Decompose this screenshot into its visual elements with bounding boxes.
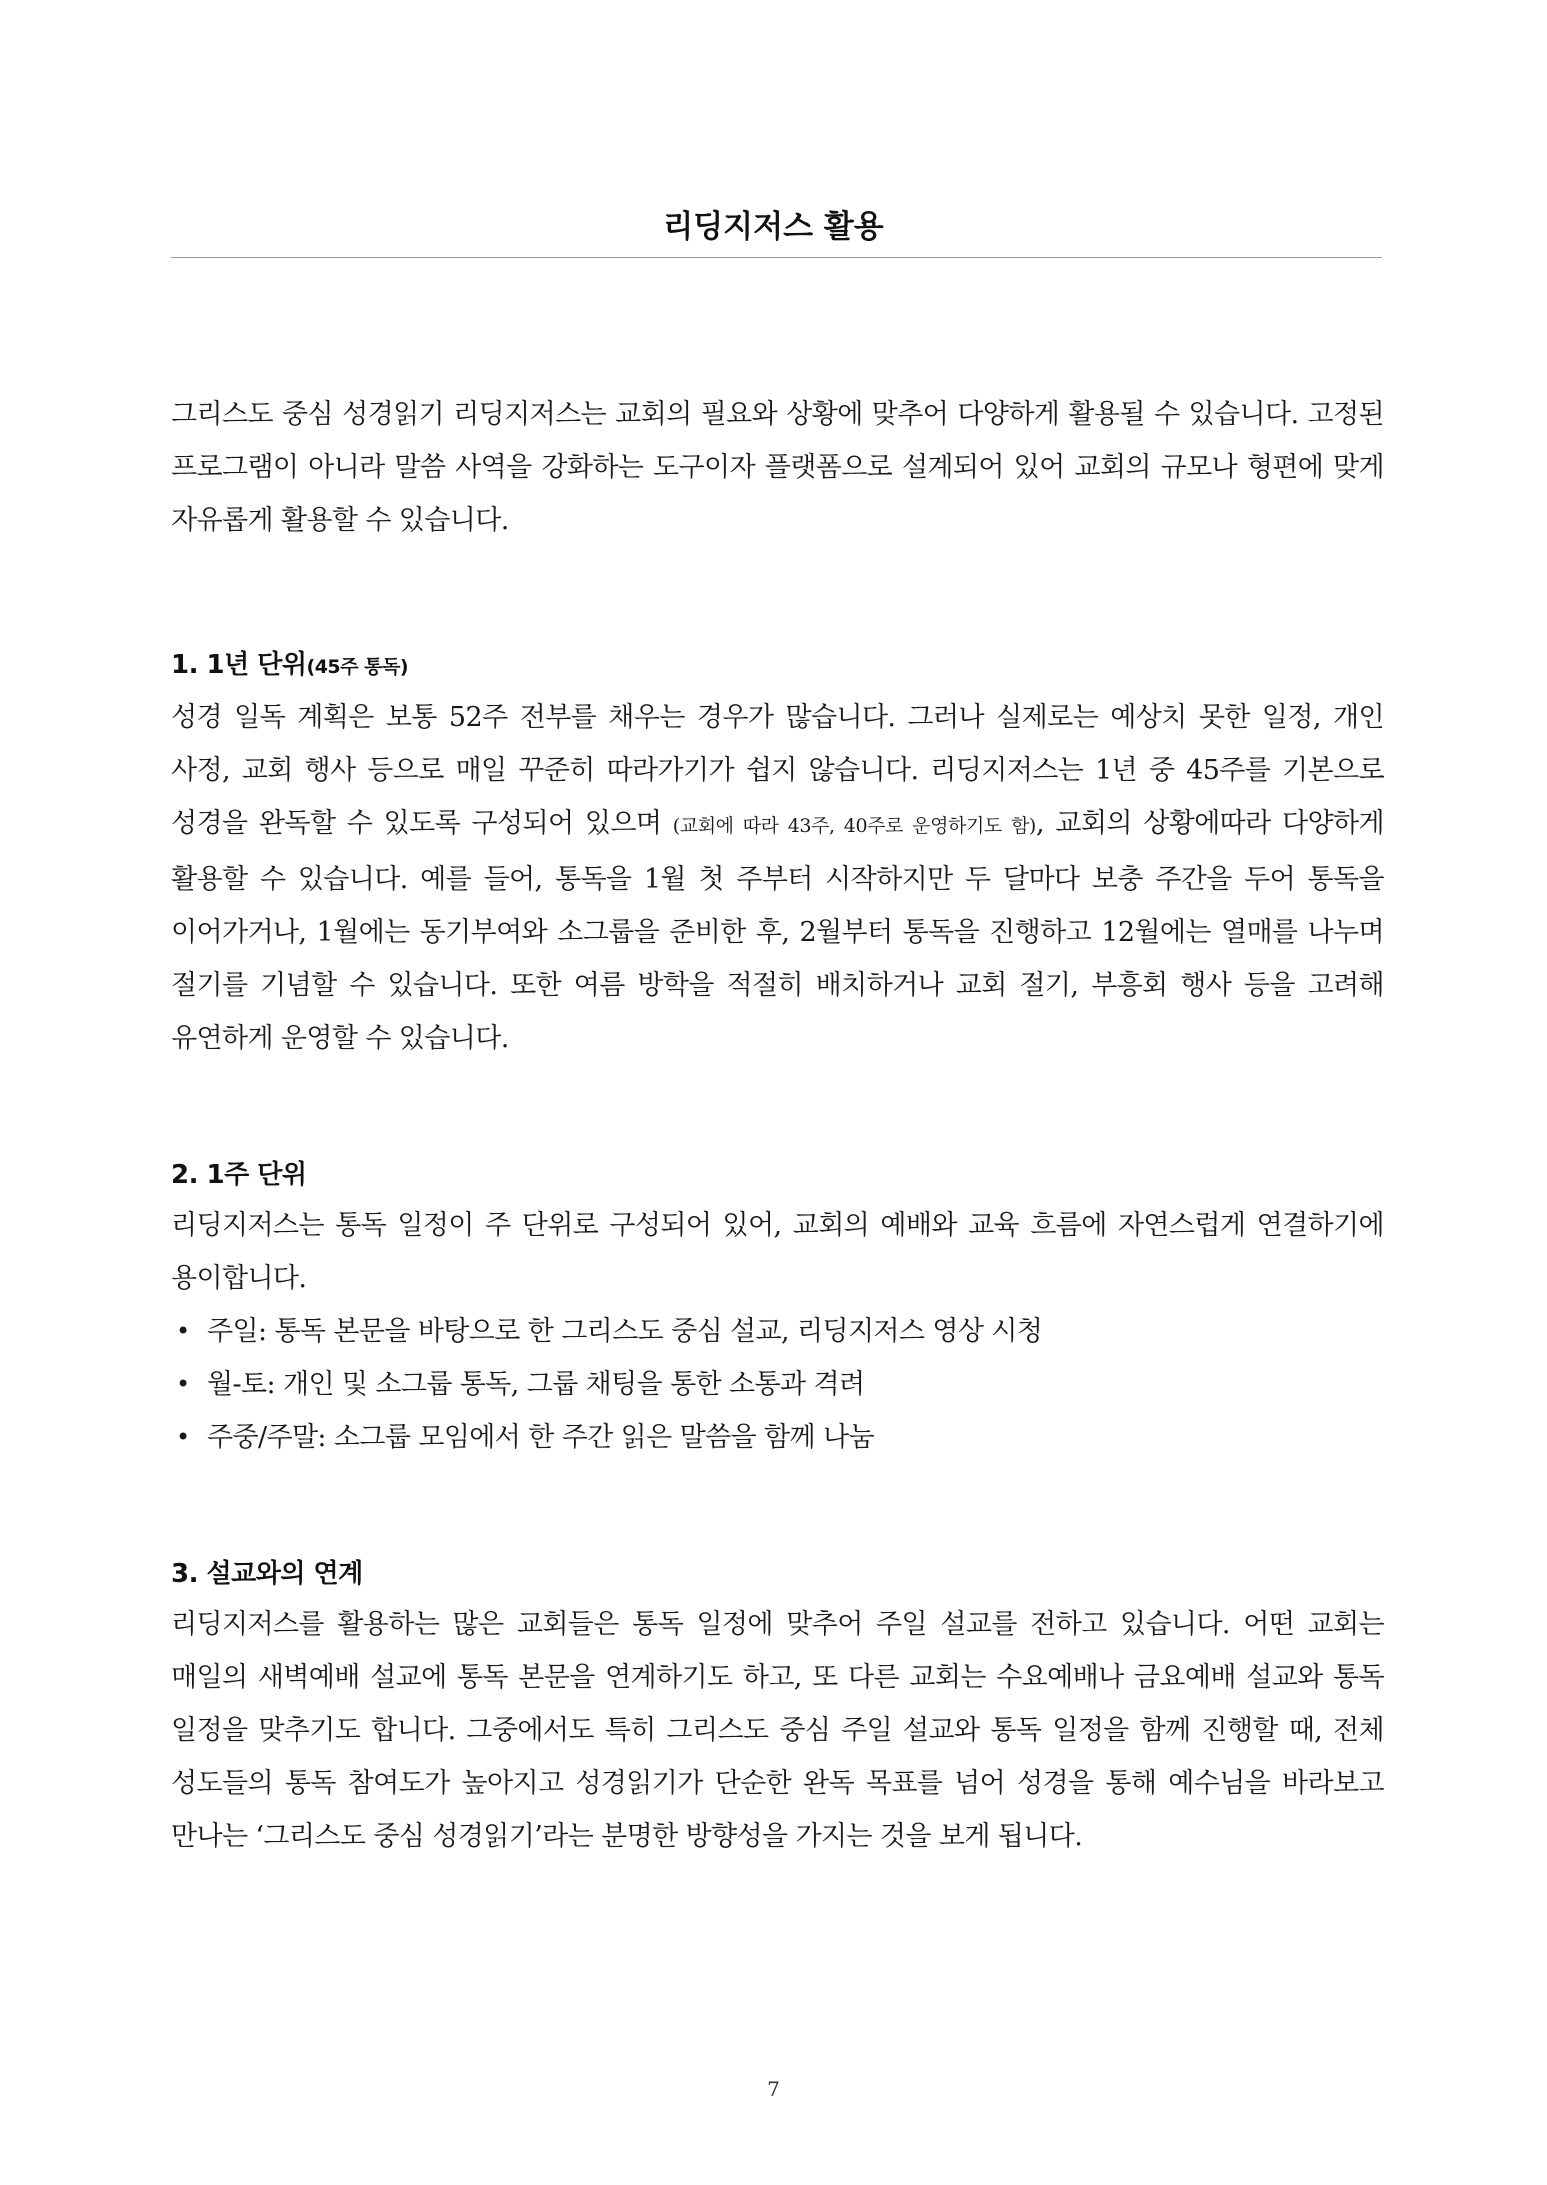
bullet-list	[171, 1305, 1384, 1464]
section-heading	[171, 647, 1384, 685]
bullet-icon: •	[176, 1317, 190, 1345]
section-paragraph: 리딩지저스를 활용하는 많은 교회들은 통독 일정에 맞추어 주일 설교를 전하고 있습니다. 어떤 교회는 매일의 새벽예배 설교에 통독 본문을 연계하기도 하고, 또 다른 교회는 수요예배나 금요예배 설교와 통독 일정을 맞추기도 합니다. 그중에서도 특히 그리스도 중심 주일 설교와 통독 일정을 함께 진행할 때, 전체 성도들의 통독 참여도가 높아지고 성경읽기가 단순한 완독 목표를 넘어 성경을 통해 예수님을 바라보고 만나는 ‘그리스도 중심 성경읽기’라는 분명한 방향성을 가지는 것을 보게 됩니다.	[171, 1609, 1384, 1852]
bullet-icon: •	[176, 1370, 190, 1398]
list-item	[176, 1411, 1384, 1464]
section-weekly-plan	[171, 1157, 1384, 1464]
list-item-text: 주일: 통독 본문을 바탕으로 한 그리스도 중심 설교, 리딩지저스 영상 시청	[207, 1316, 1043, 1347]
bullet-icon: •	[176, 1423, 190, 1451]
section-heading-text: 1. 1년 단위	[171, 650, 307, 680]
title-divider	[171, 257, 1382, 258]
list-item	[176, 1305, 1384, 1358]
section-heading: 2. 1주 단위	[171, 1160, 307, 1190]
page-number: 7	[767, 2077, 780, 2101]
section-heading-note: (45주 통독)	[306, 656, 409, 678]
inline-note: (교회에 따라 43주, 40주로 운영하기도 함)	[672, 815, 1036, 837]
section-annual-plan	[171, 647, 1384, 1065]
page-title: 리딩지저스 활용	[663, 209, 884, 245]
paragraph-text: , 교회의 상황에따라 다양하게 활용할 수 있습니다. 예를 들어, 통독을 1월 첫 주부터 시작하지만 두 달마다 보충 주간을 두어 통독을 이어가거나, 1월에는 동기부여와 소그룹을 준비한 후, 2월부터 통독을 진행하고 12월에는 열매를 나누며 절기를 기념할 수 있습니다. 또한 여름 방학을 적절히 배치하거나 교회 절기, 부흥회 행사 등을 고려해 유연하게 운영할 수 있습니다.	[171, 808, 1384, 1054]
document-body	[171, 388, 1384, 1863]
intro-paragraph: 그리스도 중심 성경읽기 리딩지저스는 교회의 필요와 상황에 맞추어 다양하게 활용될 수 있습니다. 고정된 프로그램이 아니라 말씀 사역을 강화하는 도구이자 플랫폼으로 설계되어 있어 교회의 규모나 형편에 맞게 자유롭게 활용할 수 있습니다.	[171, 399, 1384, 536]
list-item-text: 주중/주말: 소그룹 모임에서 한 주간 읽은 말씀을 함께 나눔	[207, 1422, 874, 1453]
list-item-text: 월-토: 개인 및 소그룹 통독, 그룹 채팅을 통한 소통과 격려	[207, 1369, 865, 1400]
paragraph-text: 성경 일독 계획은 보통 52주 전부를 채우는 경우가 많습니다. 그러나 실제로는 예상치 못한 일정, 개인 사정, 교회 행사 등으로 매일 꾸준히 따라가기가 쉽지 않습니다. 리딩지저스는 1년 중 45주를 기본으로 성경을 완독할 수 있도록 구성되어 있으며	[171, 702, 1384, 839]
section-heading: 3. 설교와의 연계	[171, 1559, 363, 1589]
section-paragraph: 리딩지저스는 통독 일정이 주 단위로 구성되어 있어, 교회의 예배와 교육 흐름에 자연스럽게 연결하기에 용이합니다.	[171, 1210, 1384, 1294]
section-paragraph	[171, 691, 1384, 1065]
list-item	[176, 1358, 1384, 1411]
section-sermon-link	[171, 1556, 1384, 1863]
